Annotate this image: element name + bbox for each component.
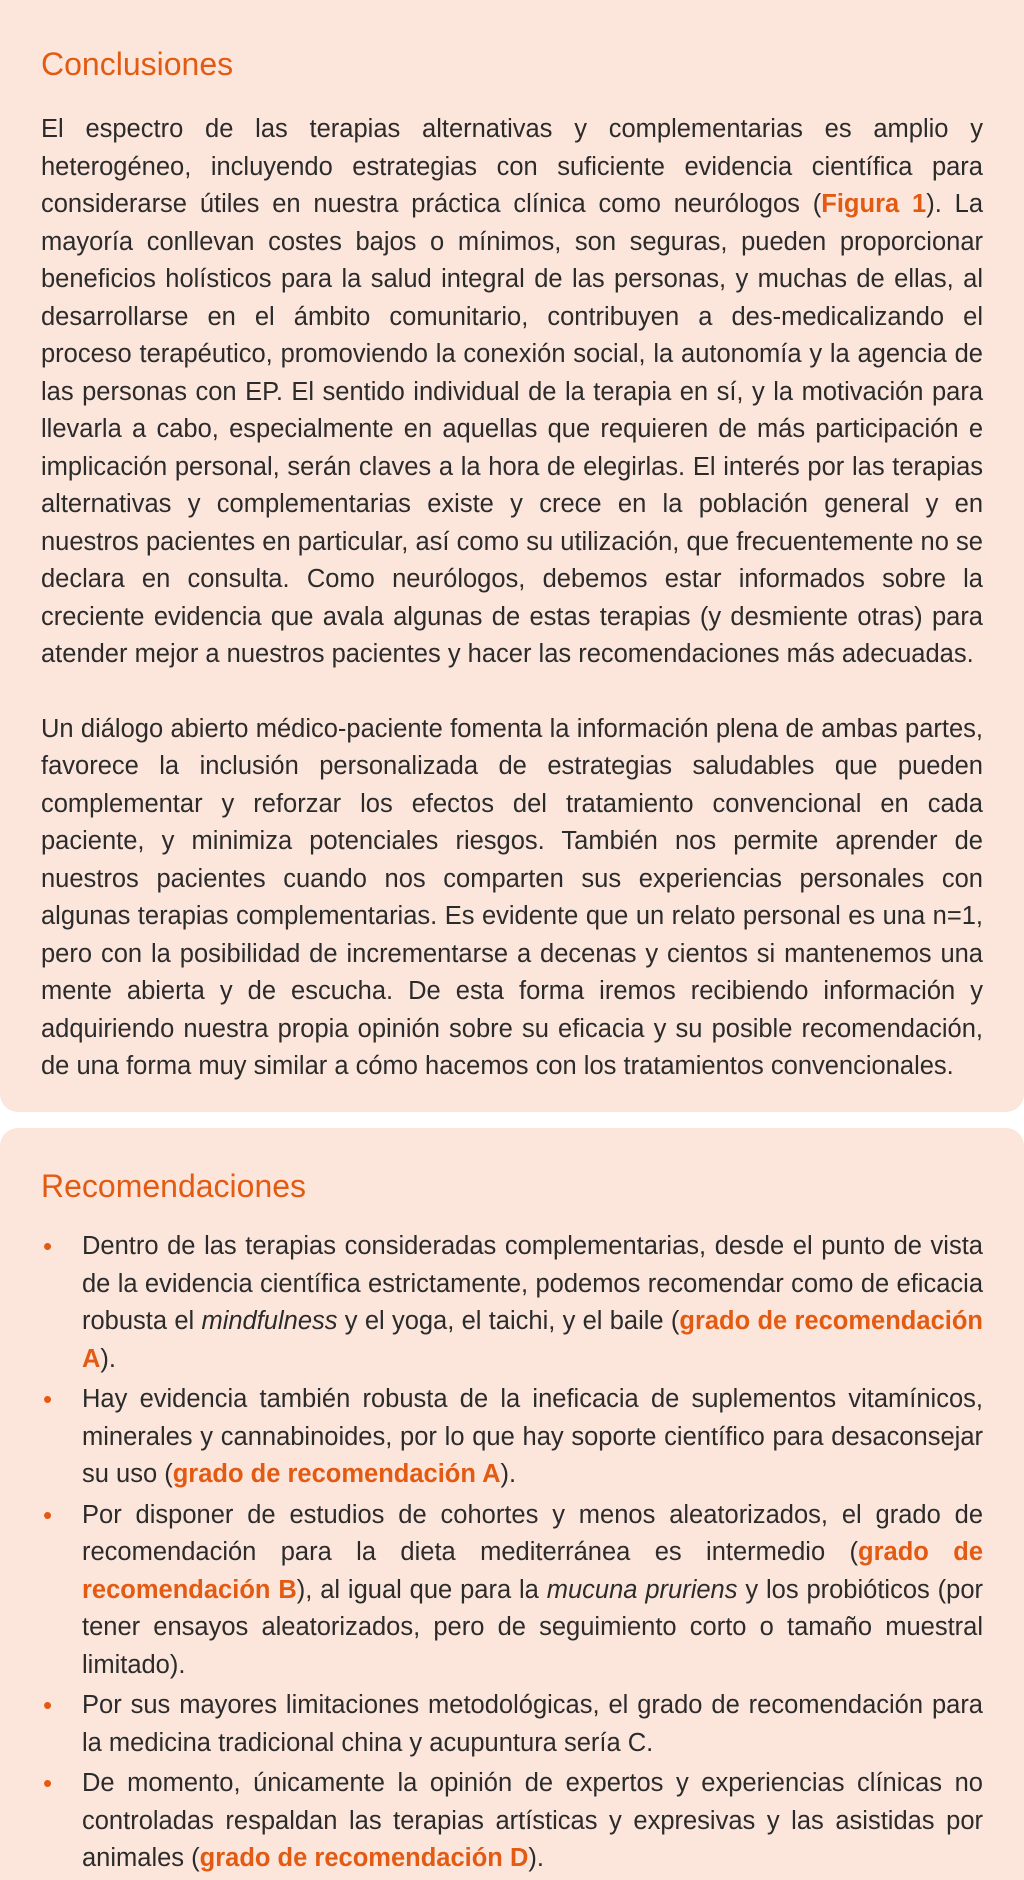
item-text: ), al igual que para la — [296, 1575, 547, 1604]
item-text: ). — [500, 1460, 517, 1488]
item-emphasis: mindfulness — [201, 1307, 338, 1335]
item-text: ). — [528, 1844, 544, 1872]
item-text: Hay evidencia también robusta de la ineficacia de suplementos vitamínicos, minerales y cannabinoides, por lo que hay soporte científico para desaconsejar su uso ( — [82, 1385, 983, 1488]
list-item — [41, 1765, 983, 1878]
bullet-icon: • — [43, 1768, 53, 1798]
recomendaciones-title: Recomendaciones — [41, 1168, 307, 1204]
list-item — [41, 1497, 983, 1685]
figure-1-reference[interactable]: Figura 1 — [821, 190, 927, 218]
item-text: y el yoga, el taichi, y el baile ( — [337, 1307, 680, 1335]
item-emphasis: mucuna pruriens — [546, 1575, 738, 1604]
bullet-icon: • — [43, 1231, 53, 1261]
recommendation-grade: grado de recomendación A — [82, 1307, 983, 1373]
bullet-icon: • — [43, 1384, 53, 1414]
item-text: Por sus mayores limitaciones metodológicas, el grado de recomendación para la medicina tradicional china y acupuntura sería C. — [82, 1691, 983, 1757]
recommendation-grade: grado de recomendación D — [199, 1844, 529, 1872]
paragraph-text: ). La mayoría conllevan costes bajos o mínimos, son seguras, pueden proporcionar beneficios holísticos para la salud integral de las personas, y muchas de ellas, al desarrollarse en el ámbito comunitario, contribuyen a des-medicalizando el proceso terapéutico, promoviendo la conexión social, la autonomía y la agencia de las personas con EP. El sentido individual de la terapia en sí, y la motivación para llevarla a cabo, especialmente en aquellas que requieren de más participación e implicación personal, serán claves a la hora de elegirlas. El interés por las terapias alternativas y complementarias existe y crece en la población general y en nuestros pacientes en particular, así como su utilización, que frecuentemente no se declara en consulta. Como neurólogos, debemos estar informados sobre la creciente evidencia que avala algunas de estas terapias (y desmiente otras) para atender mejor a nuestros pacientes y hacer las recomendaciones más adecuadas. — [41, 190, 983, 668]
list-item — [41, 1381, 983, 1494]
recommendation-grade: grado de recomendación B — [82, 1538, 983, 1604]
bullet-icon: • — [43, 1690, 53, 1720]
conclusiones-paragraph-2: Un diálogo abierto médico-paciente fomenta la información plena de ambas partes, favorece la inclusión personalizada de estrategias saludables que pueden complementar y reforzar los efectos del tratamiento convencional en cada paciente, y minimiza potenciales riesgos. También nos permite aprender de nuestros pacientes cuando nos comparten sus experiencias personales con algunas terapias complementarias. Es evidente que un relato personal es una n=1, pero con la posibilidad de incrementarse a decenas y cientos si mantenemos una mente abierta y de escucha. De esta forma iremos recibiendo información y adquiriendo nuestra propia opinión sobre su eficacia y su posible recomendación, de una forma muy similar a cómo hacemos con los tratamientos convencionales. — [41, 714, 983, 1080]
list-item — [41, 1228, 983, 1378]
item-text: De momento, únicamente la opinión de expertos y experiencias clínicas no controladas respaldan las terapias artísticas y expresivas y las asistidas por animales ( — [82, 1769, 983, 1872]
item-text: Por disponer de estudios de cohortes y menos aleatorizados, el grado de recomendación para la dieta mediterránea es intermedio ( — [82, 1500, 983, 1566]
item-text: ). — [100, 1344, 116, 1373]
item-text: y los probióticos (por tener ensayos aleatorizados, pero de seguimiento corto o tamaño muestral limitado). — [82, 1575, 983, 1679]
recomendaciones-box — [0, 1128, 1024, 1880]
bullet-icon: • — [43, 1499, 53, 1530]
conclusiones-title: Conclusiones — [41, 46, 234, 82]
recomendaciones-list — [41, 1228, 983, 1878]
item-text: Dentro de las terapias consideradas complementarias, desde el punto de vista de la evidencia científica estrictamente, podemos recomendar como de eficacia robusta el — [82, 1232, 983, 1335]
list-item — [41, 1687, 983, 1762]
paragraph-text: El espectro de las terapias alternativas y complementarias es amplio y heterogéneo, incluyendo estrategias con suficiente evidencia científica para considerarse útiles en nuestra práctica clínica como neurólogos ( — [41, 115, 983, 218]
recommendation-grade: grado de recomendación A — [172, 1460, 501, 1488]
conclusiones-paragraph-1 — [41, 111, 983, 674]
